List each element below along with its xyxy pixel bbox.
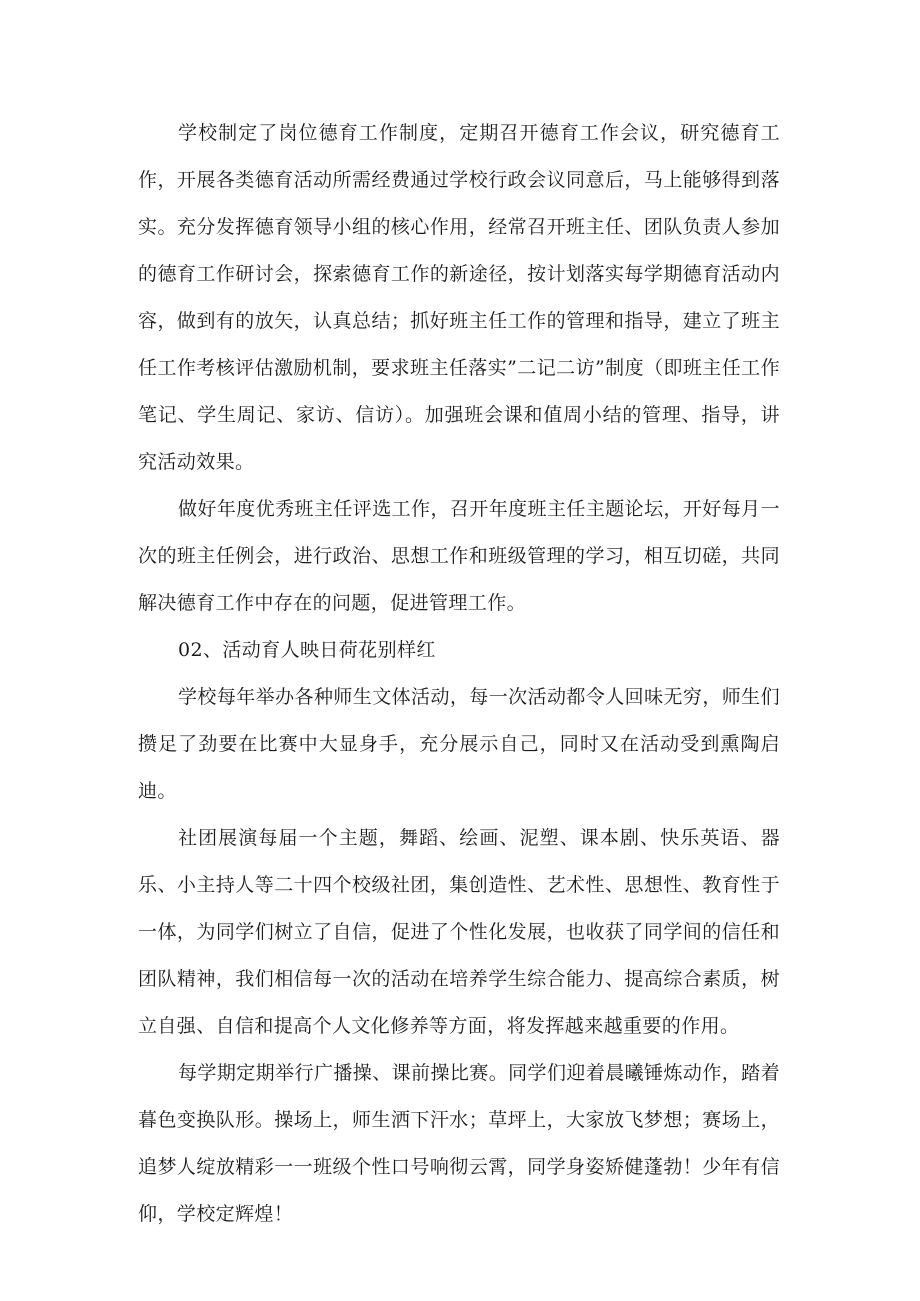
section-heading: 02、活动育人映日荷花别样红 bbox=[178, 639, 436, 661]
paragraph-moral-education-system: 学校制定了岗位德育工作制度，定期召开德育工作会议，研究德育工作，开展各类德育活动所需经费通过学校行政会议同意后，马上能够得到落实。充分发挥德育领导小组的核心作用，经常召开班主任、团队负责人参加的德育工作研讨会，探索德育工作的新途径，按计划落实每学期德育活动内容，做到有的放矢，认真总结；抓好班主任工作的管理和指导，建立了班主任工作考核评估激励机制，要求班主任落实”二记二访”制度（即班主任工作笔记、学生周记、家访、信访）。加强班会课和值周小结的管理、指导，讲究活动效果。 bbox=[138, 122, 780, 473]
paragraph-clubs: 社团展演每届一个主题，舞蹈、绘画、泥塑、课本剧、快乐英语、器乐、小主持人等二十四个校级社团，集创造性、艺术性、思想性、教育性于一体，为同学们树立了自信，促进了个性化发展，也收获了同学间的信任和团队精神，我们相信每一次的活动在培养学生综合能力、提高综合素质，树立自强、自信和提高个人文化修养等方面，将发挥越来越重要的作用。 bbox=[138, 827, 780, 1037]
document-body bbox=[138, 110, 780, 1238]
paragraph-activities: 学校每年举办各种师生文体活动，每一次活动都令人回味无穷，师生们攒足了劲要在比赛中大显身手，充分展示自己，同时又在活动受到熏陶启迪。 bbox=[138, 686, 780, 802]
paragraph-exercises: 每学期定期举行广播操、课前操比赛。同学们迎着晨曦锤炼动作，踏着暮色变换队形。操场上，师生洒下汗水；草坪上，大家放飞梦想；赛场上，追梦人绽放精彩一一班级个性口号响彻云霄，同学身姿矫健蓬勃！少年有信仰，学校定辉煌！ bbox=[138, 1062, 780, 1225]
paragraph-head-teacher-selection: 做好年度优秀班主任评选工作，召开年度班主任主题论坛，开好每月一次的班主任例会，进行政治、思想工作和班级管理的学习，相互切磋，共同解决德育工作中存在的问题，促进管理工作。 bbox=[138, 498, 780, 614]
